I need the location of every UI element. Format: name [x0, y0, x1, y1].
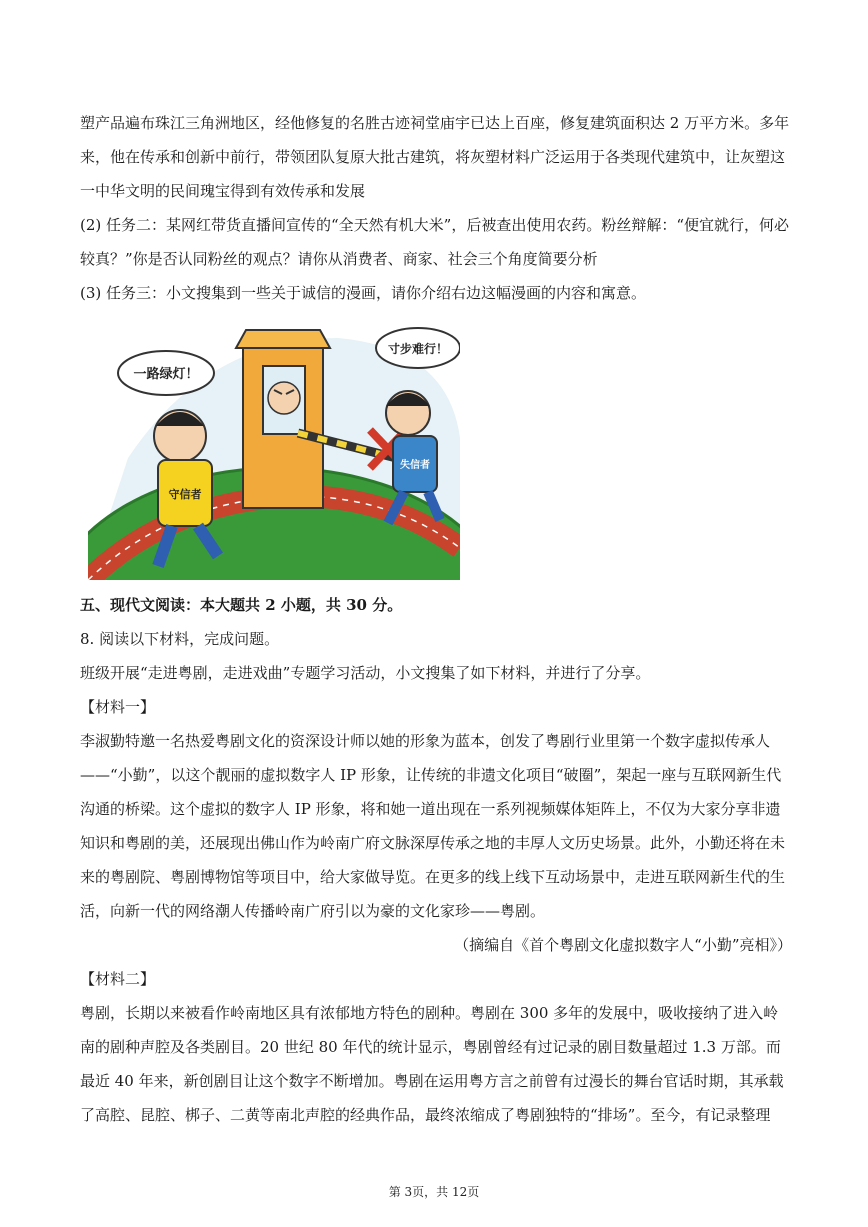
material-2-text: 粤剧，长期以来被看作岭南地区具有浓郁地方特色的剧种。粤剧在 300 多年的发展中，吸收接纳了进入岭南的剧种声腔及各类剧目。20 世纪 80 年代的统计显示，粤剧曾经有过记录的剧目数量超过 1.3 万部。而最近 40 年来，新创剧目让这个数字不断增加。粤剧在运用粤方言之前曾有过漫长的舞台官话时期，其承载了高腔、昆腔、梆子、二黄等南北声腔的经典作品，最终浓缩成了粤剧独特的“排场”。至今，有记录整理 [80, 1004, 784, 1124]
activity-intro: 班级开展“走进粤剧，走进戏曲”专题学习活动，小文搜集了如下材料，并进行了分享。 [80, 664, 651, 682]
material-1-title: 【材料一】 [80, 698, 156, 716]
task-3-paragraph: (3) 任务三：小文搜集到一些关于诚信的漫画，请你介绍右边这幅漫画的内容和寓意。 [80, 284, 647, 302]
section-5-heading: 五、现代文阅读：本大题共 2 小题，共 30 分。 [80, 596, 403, 614]
task-2-paragraph: (2) 任务二：某网红带货直播间宣传的“全天然有机大米”，后被查出使用农药。粉丝辩解：“便宜就行，何必较真？”你是否认同粉丝的观点？请你从消费者、商家、社会三个角度简要分析 [80, 216, 790, 268]
integrity-cartoon-image [88, 318, 460, 580]
material-1-text: 李淑勤特邀一名热爱粤剧文化的资深设计师以她的形象为蓝本，创发了粤剧行业里第一个数字虚拟传承人——“小勤”，以这个靓丽的虚拟数字人 IP 形象，让传统的非遗文化项目“破圈”，架起一座与互联网新生代沟通的桥梁。这个虚拟的数字人 IP 形象，将和她一道出现在一系列视频媒体矩阵上，不仅为大家分享非遗知识和粤剧的美，还展现出佛山作为岭南广府文脉深厚传承之地的丰厚人文历史场景。此外，小勤还将在未来的粤剧院、粤剧博物馆等项目中，给大家做导览。在更多的线上线下互动场景中，走进互联网新生代的生活，向新一代的网络潮人传播岭南广府引以为豪的文化家珍——粤剧。 [80, 732, 786, 920]
paragraph-intro: 塑产品遍布珠江三角洲地区，经他修复的名胜古迹祠堂庙宇已达上百座，修复建筑面积达 2 万平方米。多年来，他在传承和创新中前行，带领团队复原大批古建筑，将灰塑材料广泛运用于各类现代建筑中，让灰塑这一中华文明的民间瑰宝得到有效传承和发展 [80, 114, 790, 200]
shirt-left-text: 守信者 [168, 488, 202, 501]
question-8: 8. 阅读以下材料，完成问题。 [80, 630, 280, 648]
page-footer: 第 3页，共 12页 [388, 1185, 480, 1199]
material-1-source: （摘编自《首个粤剧文化虚拟数字人“小勤”亮相》） [454, 936, 792, 954]
material-2-title: 【材料二】 [80, 970, 156, 988]
bubble-left-text: 一路绿灯！ [133, 367, 199, 382]
bubble-right-text: 寸步难行！ [387, 342, 449, 356]
shirt-right-text: 失信者 [400, 460, 430, 471]
